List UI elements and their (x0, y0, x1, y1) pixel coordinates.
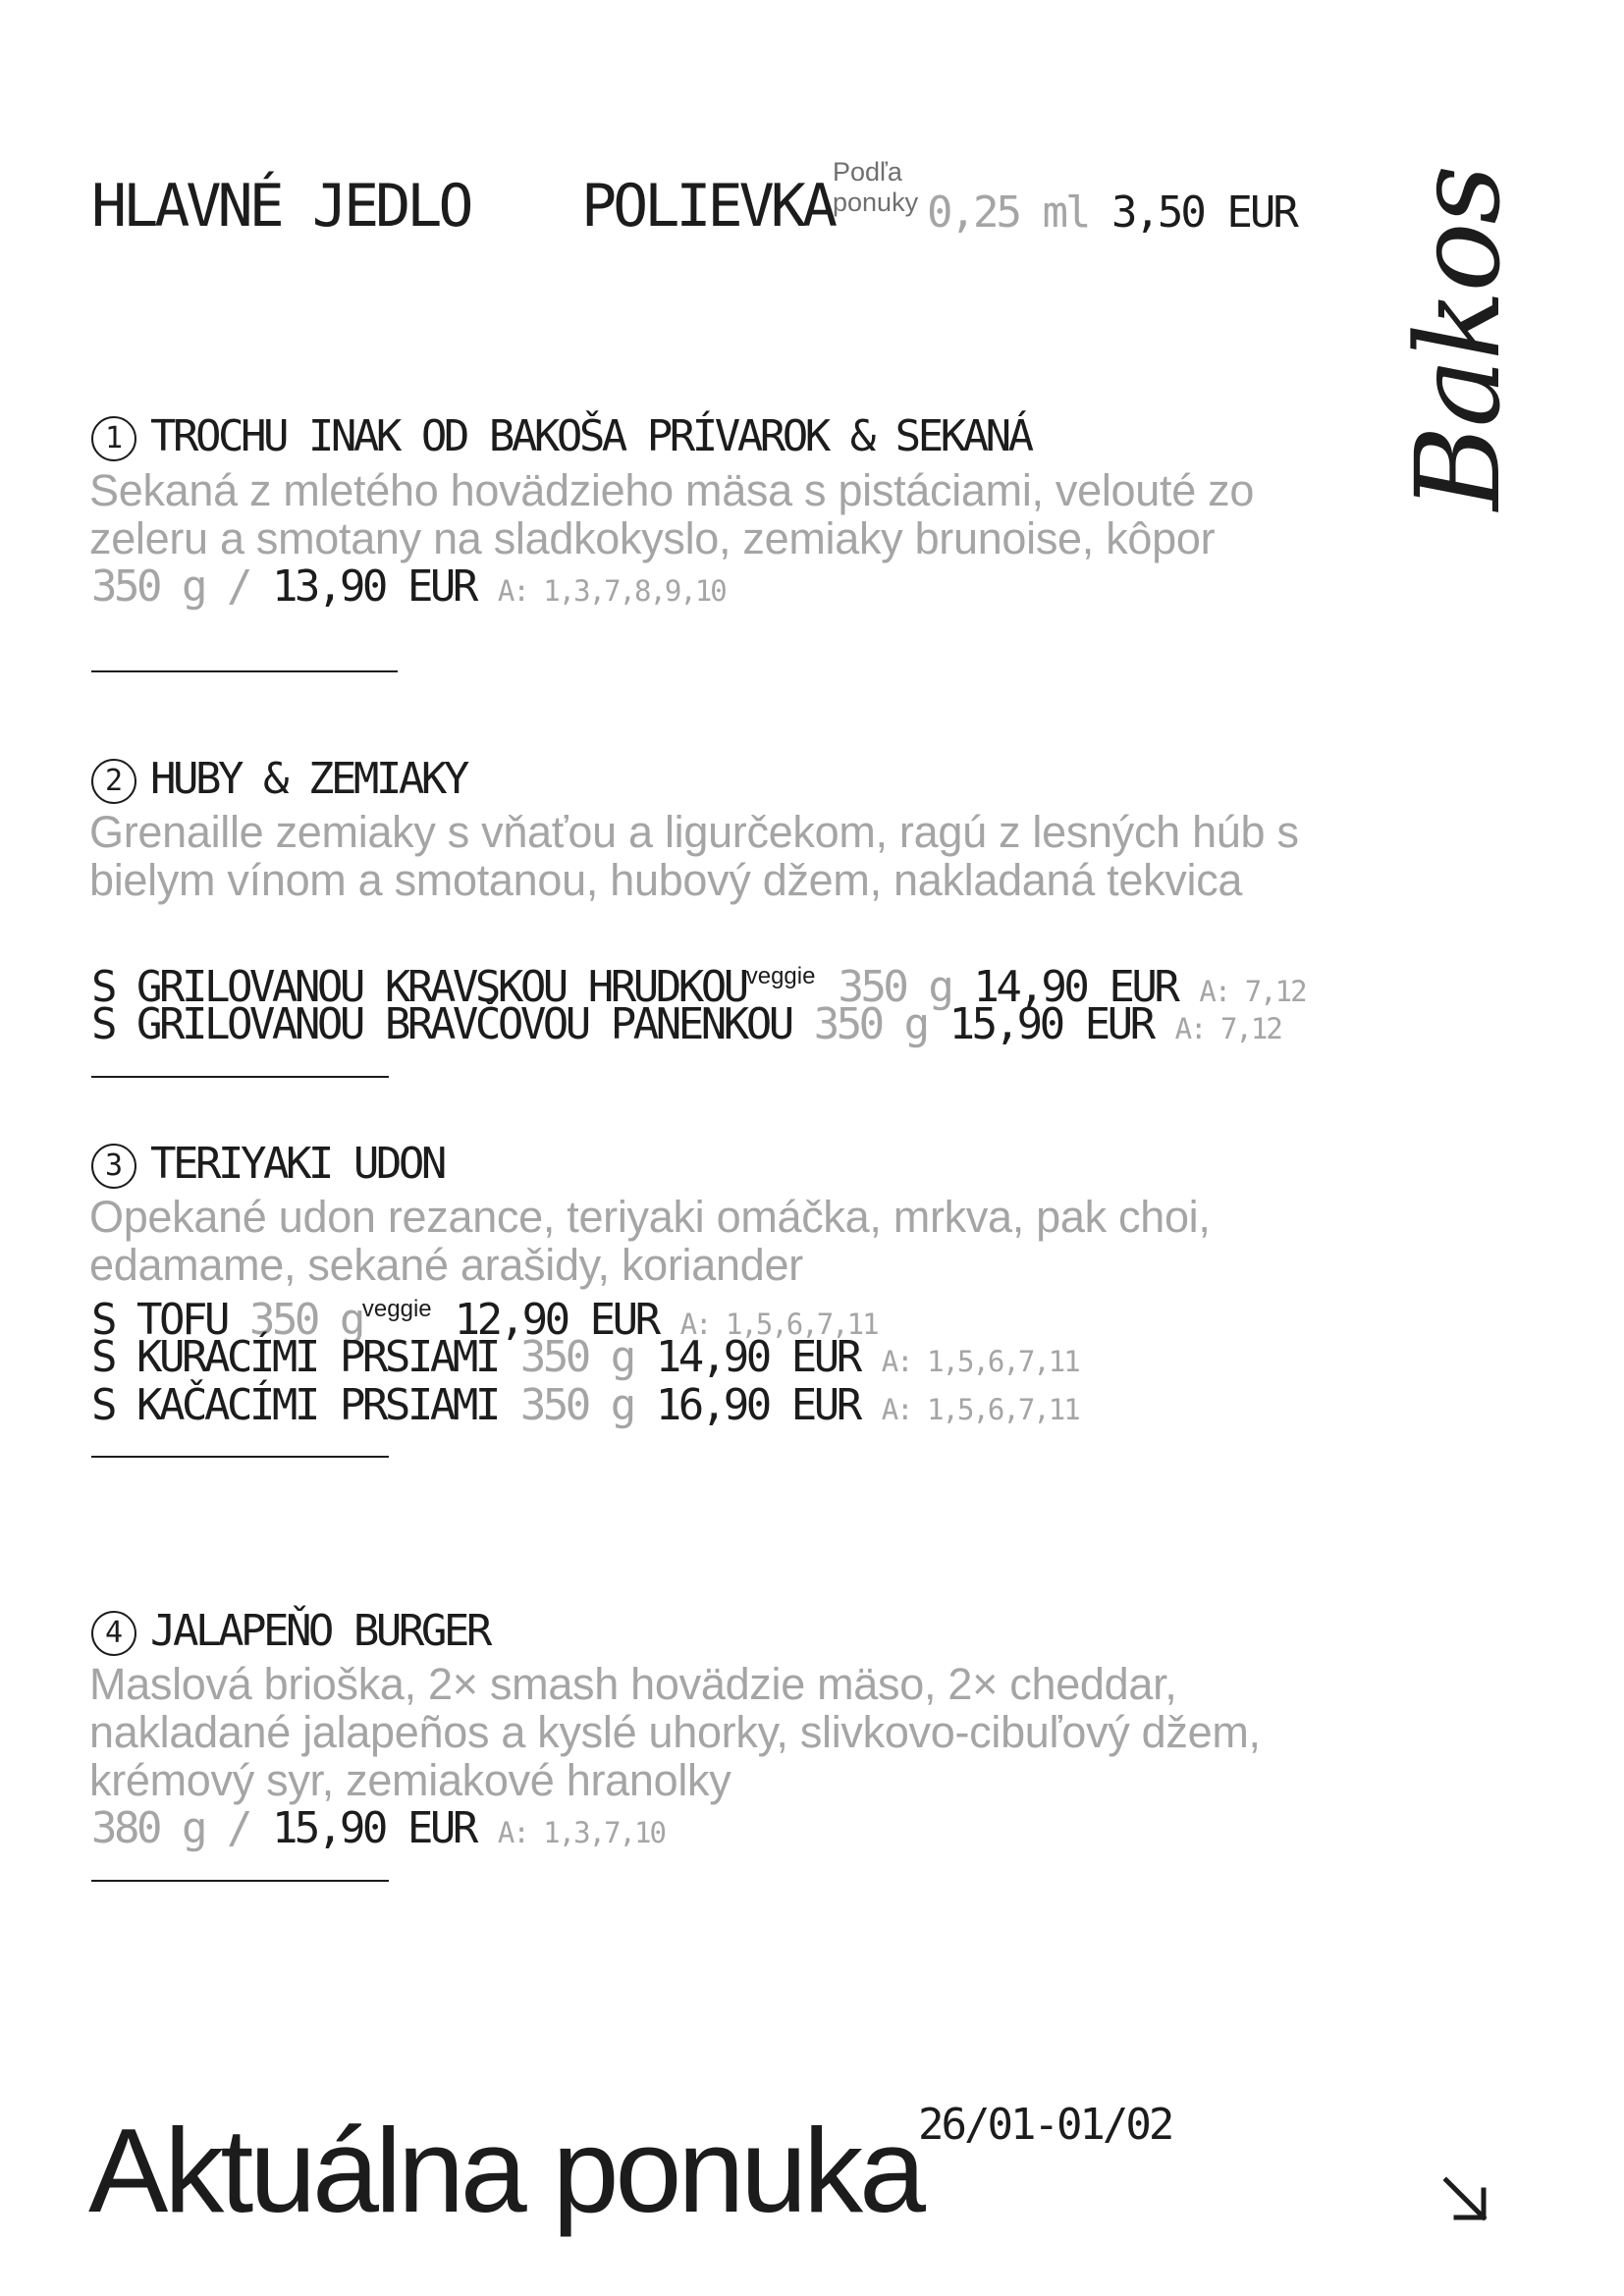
dish-1-price-line (91, 562, 726, 615)
soup-price-line (927, 187, 1296, 238)
dish-3-description: Opekané udon rezance, teriyaki omáčka, mrkva, pak choi, edamame, sekané arašidy, koriander (89, 1192, 1211, 1290)
dish-4-price-line (91, 1804, 665, 1857)
dish-3-option-3-price: 16,90 EUR (655, 1380, 859, 1430)
dish-3-option-1-weight: 350 g (248, 1295, 362, 1345)
dish-2-option-1-weight: 350 g (838, 962, 951, 1012)
dish-number-3: 3 (91, 1144, 136, 1189)
divider-3 (91, 1456, 389, 1458)
dish-4-description: Maslová brioška, 2× smash hovädzie mäso, 2× cheddar, nakladané jalapeños a kyslé uhorky, slivkovo-cibuľový džem, krémový syr, zemiakové hranolky (89, 1659, 1261, 1805)
dish-3-option-2-price: 14,90 EUR (655, 1332, 859, 1382)
veggie-tag: veggie (745, 963, 816, 989)
dish-1-title (91, 411, 1031, 461)
soup-price: 3,50 EUR (1110, 187, 1296, 238)
dish-2-option-2 (91, 1000, 1281, 1053)
dish-number-4: 4 (91, 1611, 136, 1656)
dish-4-title (91, 1606, 489, 1656)
dish-3-option-3-weight: 350 g (519, 1380, 633, 1430)
dish-4-price: 15,90 EUR (271, 1803, 475, 1853)
dish-4-allergens: A: 1,3,7,10 (497, 1816, 665, 1849)
dish-3-option-1-price: 12,90 EUR (454, 1295, 658, 1345)
dish-2-option-1-price: 14,90 EUR (973, 962, 1177, 1012)
dish-number-2: 2 (91, 759, 136, 804)
dish-2-option-1-name: S GRILOVANOU KRAVSKOU HRUDKOU (91, 962, 746, 1012)
dish-2-title-text: HUBY & ZEMIAKY (150, 754, 466, 804)
divider-4 (91, 1880, 389, 1882)
logo (1370, 157, 1546, 520)
dish-3-option-1-name: S TOFU (91, 1295, 227, 1345)
dish-3-option-1-allergens: A: 1,5,6,7,11 (679, 1308, 878, 1341)
footer-date: 26/01-01/02 (918, 2100, 1172, 2150)
footer-title: Aktuálna ponuka (88, 2104, 922, 2237)
dish-2-description: Grenaille zemiaky s vňaťou a ligurčekom, ragú z lesných húb s bielym vínom a smotanou, hubový džem, nakladaná tekvica (89, 807, 1299, 905)
soup-note-line1: Podľa (833, 157, 902, 187)
dish-2-option-2-price: 15,90 EUR (948, 999, 1153, 1049)
dish-4-weight: 380 g / (91, 1803, 249, 1853)
soup-note (833, 157, 918, 218)
dish-3-option-3 (91, 1381, 1079, 1434)
dish-3-option-3-allergens: A: 1,5,6,7,11 (881, 1393, 1079, 1426)
soup-portion: 0,25 ml (927, 187, 1089, 238)
dish-3-option-2-weight: 350 g (519, 1332, 633, 1382)
dish-3-option-2-allergens: A: 1,5,6,7,11 (881, 1345, 1079, 1378)
dish-2-title (91, 754, 466, 804)
divider-1 (91, 670, 398, 672)
dish-3-title-text: TERIYAKI UDON (150, 1139, 444, 1189)
dish-1-price: 13,90 EUR (271, 561, 475, 612)
dish-3-option-2 (91, 1333, 1079, 1386)
dish-3-title (91, 1139, 444, 1189)
dish-2-option-2-allergens: A: 7,12 (1174, 1012, 1281, 1045)
soup-note-line2: ponuky (833, 187, 919, 217)
dish-number-1: 1 (91, 416, 136, 461)
dish-4-title-text: JALAPEŇO BURGER (150, 1606, 489, 1656)
divider-2 (91, 1076, 389, 1078)
dish-1-weight: 350 g / (91, 561, 249, 612)
dish-2-option-1-allergens: A: 7,12 (1199, 975, 1306, 1008)
dish-1-title-text: TROCHU INAK OD BAKOŠA PRÍVAROK & SEKANÁ (150, 411, 1031, 461)
main-course-heading: HLAVNÉ JEDLO (91, 172, 470, 240)
arrow-down-right-icon (1440, 2174, 1491, 2225)
soup-heading: POLIEVKA (581, 172, 834, 240)
dish-2-option-2-name: S GRILOVANOU BRAVČOVOU PANENKOU (91, 999, 791, 1049)
logo-text: Bakos (1390, 166, 1526, 511)
dish-2-option-2-weight: 350 g (813, 999, 927, 1049)
dish-3-option-3-name: S KAČACÍMI PRSIAMI (91, 1380, 498, 1430)
dish-1-description: Sekaná z mletého hovädzieho mäsa s pistáciami, velouté zo zeleru a smotany na sladkokyslo, zemiaky brunoise, kôpor (89, 465, 1255, 563)
veggie-tag: veggie (361, 1296, 432, 1322)
dish-1-allergens: A: 1,3,7,8,9,10 (497, 574, 726, 608)
dish-3-option-2-name: S KURACÍMI PRSIAMI (91, 1332, 498, 1382)
